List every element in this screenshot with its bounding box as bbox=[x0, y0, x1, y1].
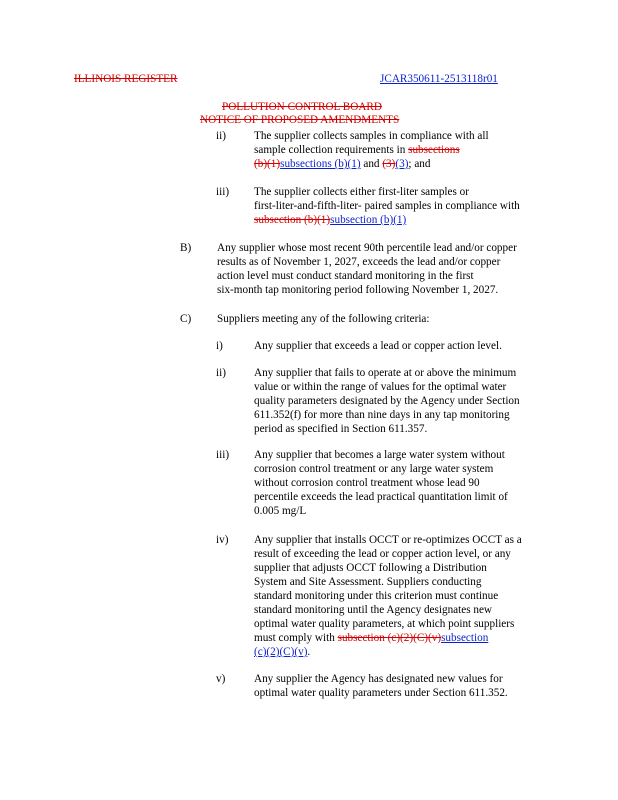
item-marker: iii) bbox=[216, 449, 230, 461]
inserted-text: (3) bbox=[395, 158, 409, 170]
text-line: result of exceeding the lead or copper action level, or any bbox=[254, 548, 511, 560]
text-span: must comply with bbox=[254, 632, 338, 644]
text-line: The supplier collects samples in compliance with all bbox=[254, 130, 489, 142]
text-line: Any supplier the Agency has designated new values for bbox=[254, 673, 503, 685]
inserted-text: subsection bbox=[441, 632, 489, 644]
text-line: corrosion control treatment or any large water system bbox=[254, 463, 494, 475]
deleted-text: subsection (c)(2)(C)(v) bbox=[337, 632, 442, 644]
deleted-text: subsection (b)(1) bbox=[254, 214, 331, 226]
text-line bbox=[254, 645, 584, 659]
item-ii-a bbox=[254, 129, 584, 171]
item-marker: iii) bbox=[216, 186, 230, 198]
header-right: JCAR350611-2513118r01 bbox=[380, 73, 498, 85]
text-line: period as specified in Section 611.357. bbox=[254, 423, 428, 435]
deleted-text: (b)(1) bbox=[254, 158, 281, 170]
item-marker: C) bbox=[180, 313, 192, 325]
text-line bbox=[254, 213, 584, 227]
item-iii-c bbox=[254, 448, 584, 518]
text-line: optimal water quality parameters under Section 611.352. bbox=[254, 687, 508, 699]
text-line bbox=[254, 631, 584, 645]
text-line: Suppliers meeting any of the following criteria: bbox=[217, 313, 430, 325]
item-marker: B) bbox=[180, 242, 192, 254]
text-line: standard monitoring under this criterion must continue bbox=[254, 590, 499, 602]
text-line bbox=[254, 143, 584, 157]
item-ii-c bbox=[254, 366, 584, 436]
text-line: quality parameters designated by the Agency under Section bbox=[254, 395, 520, 407]
text-line: supplier that adjusts OCCT following a Distribution bbox=[254, 562, 487, 574]
text-line: value or within the range of values for the optimal water bbox=[254, 381, 507, 393]
item-marker: iv) bbox=[216, 534, 229, 546]
board-title: POLLUTION CONTROL BOARD bbox=[222, 101, 382, 113]
text-line: Any supplier that becomes a large water system without bbox=[254, 449, 505, 461]
text-line: action level must conduct standard monitoring in the first bbox=[217, 270, 474, 282]
text-line: standard monitoring until the Agency designates new bbox=[254, 604, 492, 616]
text-line: 611.352(f) for more than nine days in any tap monitoring bbox=[254, 409, 510, 421]
text-line: results as of November 1, 2027, exceeds the lead and/or copper bbox=[217, 256, 501, 268]
header-left: ILLINOIS REGISTER bbox=[74, 73, 178, 85]
deleted-text: subsections bbox=[408, 144, 460, 156]
text-line: Any supplier that fails to operate at or above the minimum bbox=[254, 367, 517, 379]
text-line: Any supplier that installs OCCT or re-optimizes OCCT as a bbox=[254, 534, 522, 546]
item-v-c bbox=[254, 672, 584, 700]
notice-title: NOTICE OF PROPOSED AMENDMENTS bbox=[200, 114, 400, 126]
text-line: optimal water quality parameters, at which point suppliers bbox=[254, 618, 515, 630]
deleted-text: (3) bbox=[382, 158, 396, 170]
item-marker: ii) bbox=[216, 130, 226, 142]
inserted-text: subsection (b)(1) bbox=[330, 214, 407, 226]
item-C bbox=[217, 312, 547, 326]
text-line: Any supplier whose most recent 90th percentile lead and/or copper bbox=[217, 242, 517, 254]
text-span: sample collection requirements in bbox=[254, 144, 409, 156]
text-line bbox=[254, 157, 584, 171]
text-span: . bbox=[307, 646, 311, 658]
item-B bbox=[217, 241, 547, 297]
text-line: first-liter-and-fifth-liter- paired samples in compliance with bbox=[254, 200, 520, 212]
text-line: 0.005 mg/L bbox=[254, 505, 307, 517]
item-marker: ii) bbox=[216, 367, 226, 379]
item-marker: i) bbox=[216, 340, 223, 352]
text-line: System and Site Assessment. Suppliers conducting bbox=[254, 576, 482, 588]
item-i-c bbox=[254, 339, 584, 353]
inserted-text: (c)(2)(C)(v) bbox=[254, 646, 308, 658]
item-iv-c bbox=[254, 533, 584, 659]
text-line: Any supplier that exceeds a lead or copper action level. bbox=[254, 340, 502, 352]
text-line: without corrosion control treatment whose lead 90 bbox=[254, 477, 480, 489]
text-line: six-month tap monitoring period following November 1, 2027. bbox=[217, 284, 499, 296]
item-marker: v) bbox=[216, 673, 226, 685]
text-span: and bbox=[360, 158, 383, 170]
text-line: The supplier collects either first-liter samples or bbox=[254, 186, 469, 198]
item-iii-a bbox=[254, 185, 584, 227]
text-span: ; and bbox=[408, 158, 431, 170]
text-line: percentile exceeds the lead practical quantitation limit of bbox=[254, 491, 508, 503]
inserted-text: subsections (b)(1) bbox=[280, 158, 361, 170]
